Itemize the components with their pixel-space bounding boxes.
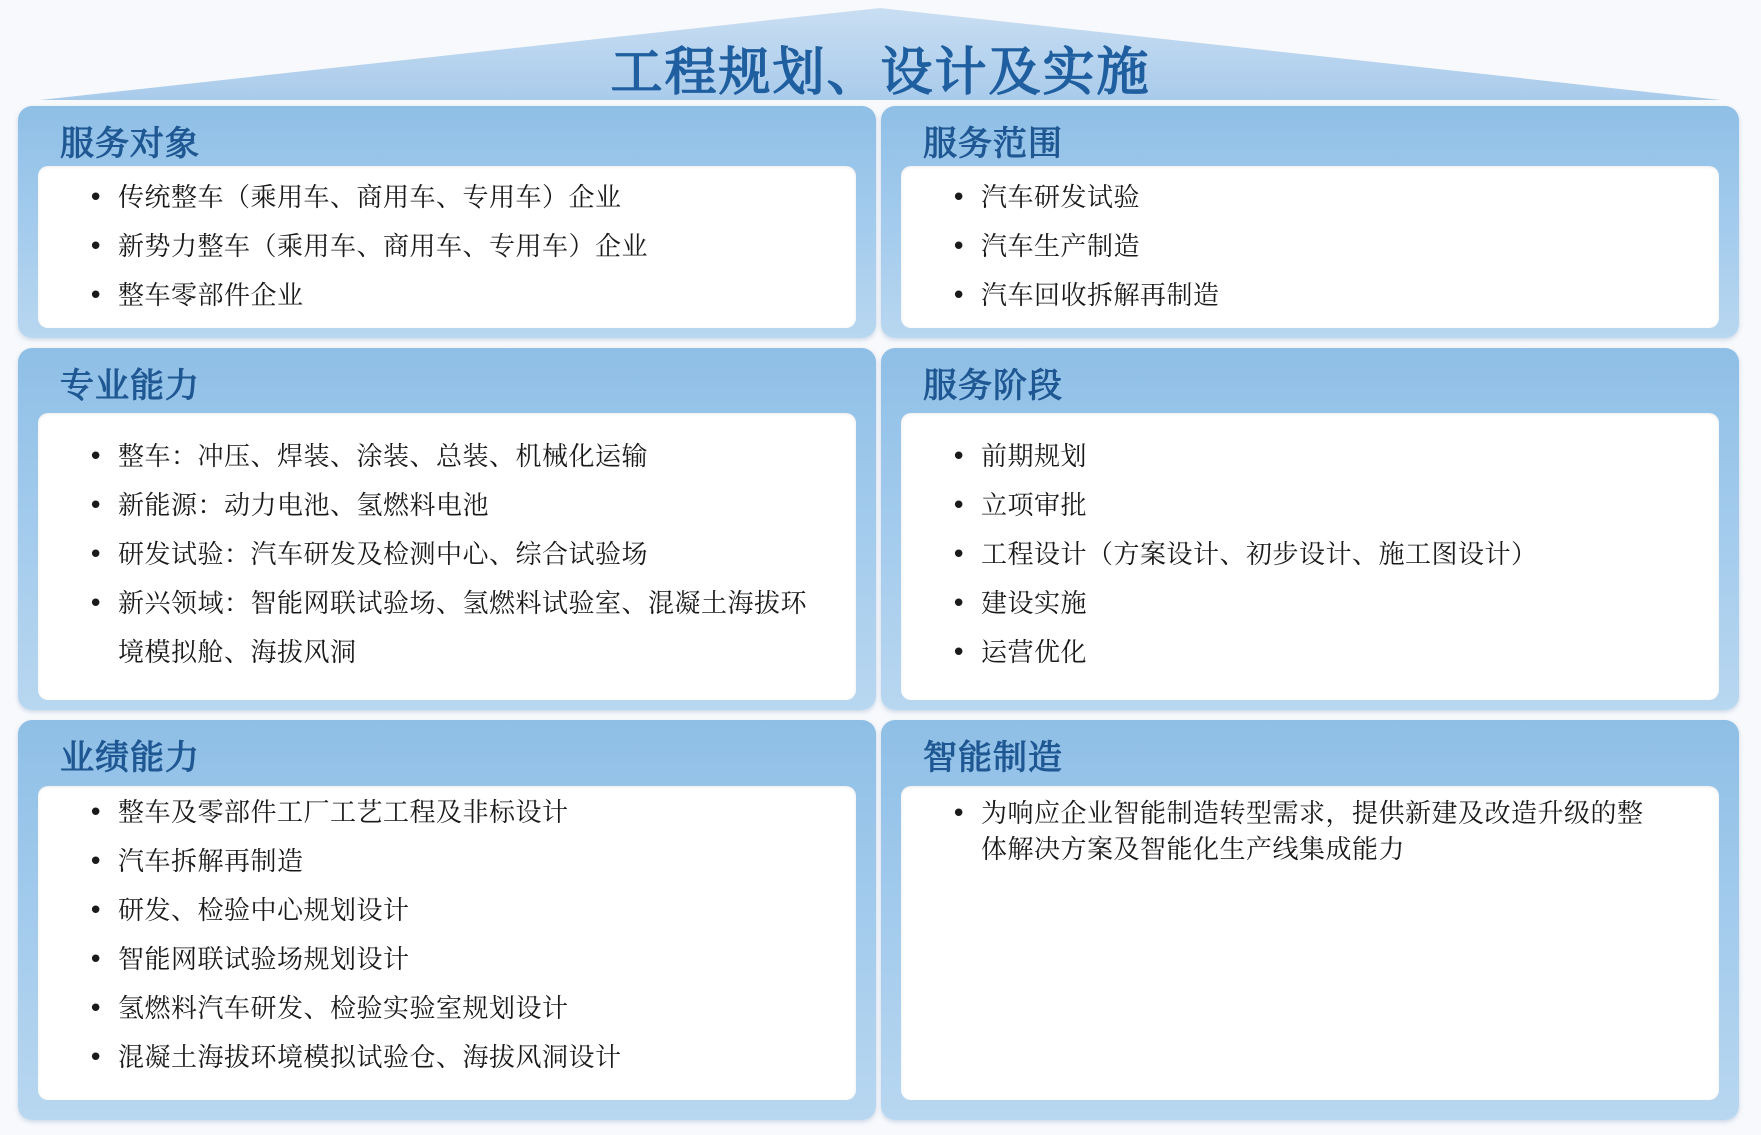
list-item xyxy=(901,174,1719,223)
list-item-text: 前期规划 xyxy=(981,442,1088,472)
list-item-text: 整车及零部件工厂工艺工程及非标设计 xyxy=(118,798,569,828)
bullet-icon: • xyxy=(88,994,104,1024)
list-item xyxy=(38,174,856,223)
bullet-icon: • xyxy=(951,540,967,570)
list-item xyxy=(901,272,1719,321)
bullet-icon: • xyxy=(88,232,104,262)
bullet-icon: • xyxy=(951,799,967,829)
list-item xyxy=(901,482,1719,531)
list-item-text: 运营优化 xyxy=(981,638,1088,668)
panel-service-scope xyxy=(881,106,1739,338)
list-item-text: 混凝土海拔环境模拟试验仓、海拔风洞设计 xyxy=(118,1043,622,1073)
list-item-text: 整车：冲压、焊装、涂装、总装、机械化运输 xyxy=(118,442,649,472)
list-item-text: 整车零部件企业 xyxy=(118,281,304,311)
panel-professional-ability xyxy=(18,348,876,710)
list-item-text: 为响应企业智能制造转型需求，提供新建及改造升级的整体解决方案及智能化生产线集成能力 xyxy=(981,799,1644,865)
panel-service-target xyxy=(18,106,876,338)
list-item xyxy=(38,789,856,838)
list-item-text: 新能源：动力电池、氢燃料电池 xyxy=(118,491,490,521)
bullet-icon: • xyxy=(951,589,967,619)
list-item xyxy=(38,887,856,936)
panel-card xyxy=(901,413,1719,700)
list-item xyxy=(38,272,856,321)
list-item xyxy=(901,531,1719,580)
bullet-icon: • xyxy=(951,232,967,262)
list-item-text: 氢燃料汽车研发、检验实验室规划设计 xyxy=(118,994,569,1024)
list-item-text: 建设实施 xyxy=(981,589,1088,619)
list-item xyxy=(38,985,856,1034)
panel-title: 智能制造 xyxy=(923,738,1063,778)
list-item-text: 汽车回收拆解再制造 xyxy=(981,281,1220,311)
bullet-icon: • xyxy=(88,1043,104,1073)
list-item xyxy=(901,580,1719,629)
panel-title: 专业能力 xyxy=(60,366,200,406)
panel-title: 服务阶段 xyxy=(923,366,1063,406)
list-item xyxy=(38,580,856,678)
list-item-text: 立项审批 xyxy=(981,491,1088,521)
bullet-icon: • xyxy=(88,847,104,877)
bullet-icon: • xyxy=(951,491,967,521)
panel-card xyxy=(38,786,856,1100)
panel-card xyxy=(38,166,856,328)
list-item xyxy=(901,629,1719,678)
bullet-icon: • xyxy=(88,442,104,472)
panel-card xyxy=(901,786,1719,1100)
list-item xyxy=(38,1034,856,1083)
panel-smart-manufacturing xyxy=(881,720,1739,1120)
panel-service-stage xyxy=(881,348,1739,710)
list-item xyxy=(38,223,856,272)
list-item xyxy=(901,433,1719,482)
bullet-icon: • xyxy=(951,638,967,668)
bullet-icon: • xyxy=(88,589,104,619)
list-item-text: 汽车拆解再制造 xyxy=(118,847,304,877)
list-item xyxy=(38,531,856,580)
list-item xyxy=(38,433,856,482)
list-item xyxy=(38,936,856,985)
list-item-text: 研发、检验中心规划设计 xyxy=(118,896,410,926)
list-item-text: 研发试验：汽车研发及检测中心、综合试验场 xyxy=(118,540,649,570)
bullet-icon: • xyxy=(88,183,104,213)
bullet-icon: • xyxy=(88,491,104,521)
list-item-text: 智能网联试验场规划设计 xyxy=(118,945,410,975)
panel-title: 业绩能力 xyxy=(60,738,200,778)
list-item-text: 新势力整车（乘用车、商用车、专用车）企业 xyxy=(118,232,649,262)
bullet-icon: • xyxy=(88,896,104,926)
list-item-text: 汽车研发试验 xyxy=(981,183,1141,213)
panel-performance-ability xyxy=(18,720,876,1120)
bullet-icon: • xyxy=(951,183,967,213)
list-item-text: 汽车生产制造 xyxy=(981,232,1141,262)
list-item xyxy=(38,482,856,531)
list-item-text: 工程设计（方案设计、初步设计、施工图设计） xyxy=(981,540,1538,570)
bullet-icon: • xyxy=(951,281,967,311)
bullet-icon: • xyxy=(951,442,967,472)
page-title: 工程规划、设计及实施 xyxy=(610,43,1151,103)
list-item-text: 新兴领域：智能网联试验场、氢燃料试验室、混凝土海拔环境模拟舱、海拔风洞 xyxy=(118,589,808,668)
bullet-icon: • xyxy=(88,798,104,828)
bullet-icon: • xyxy=(88,945,104,975)
panel-card xyxy=(38,413,856,700)
bullet-icon: • xyxy=(88,540,104,570)
panel-title: 服务对象 xyxy=(60,124,200,164)
list-item xyxy=(38,838,856,887)
panel-card xyxy=(901,166,1719,328)
panel-title: 服务范围 xyxy=(923,124,1063,164)
bullet-icon: • xyxy=(88,281,104,311)
list-item xyxy=(901,796,1719,868)
list-item-text: 传统整车（乘用车、商用车、专用车）企业 xyxy=(118,183,622,213)
list-item xyxy=(901,223,1719,272)
